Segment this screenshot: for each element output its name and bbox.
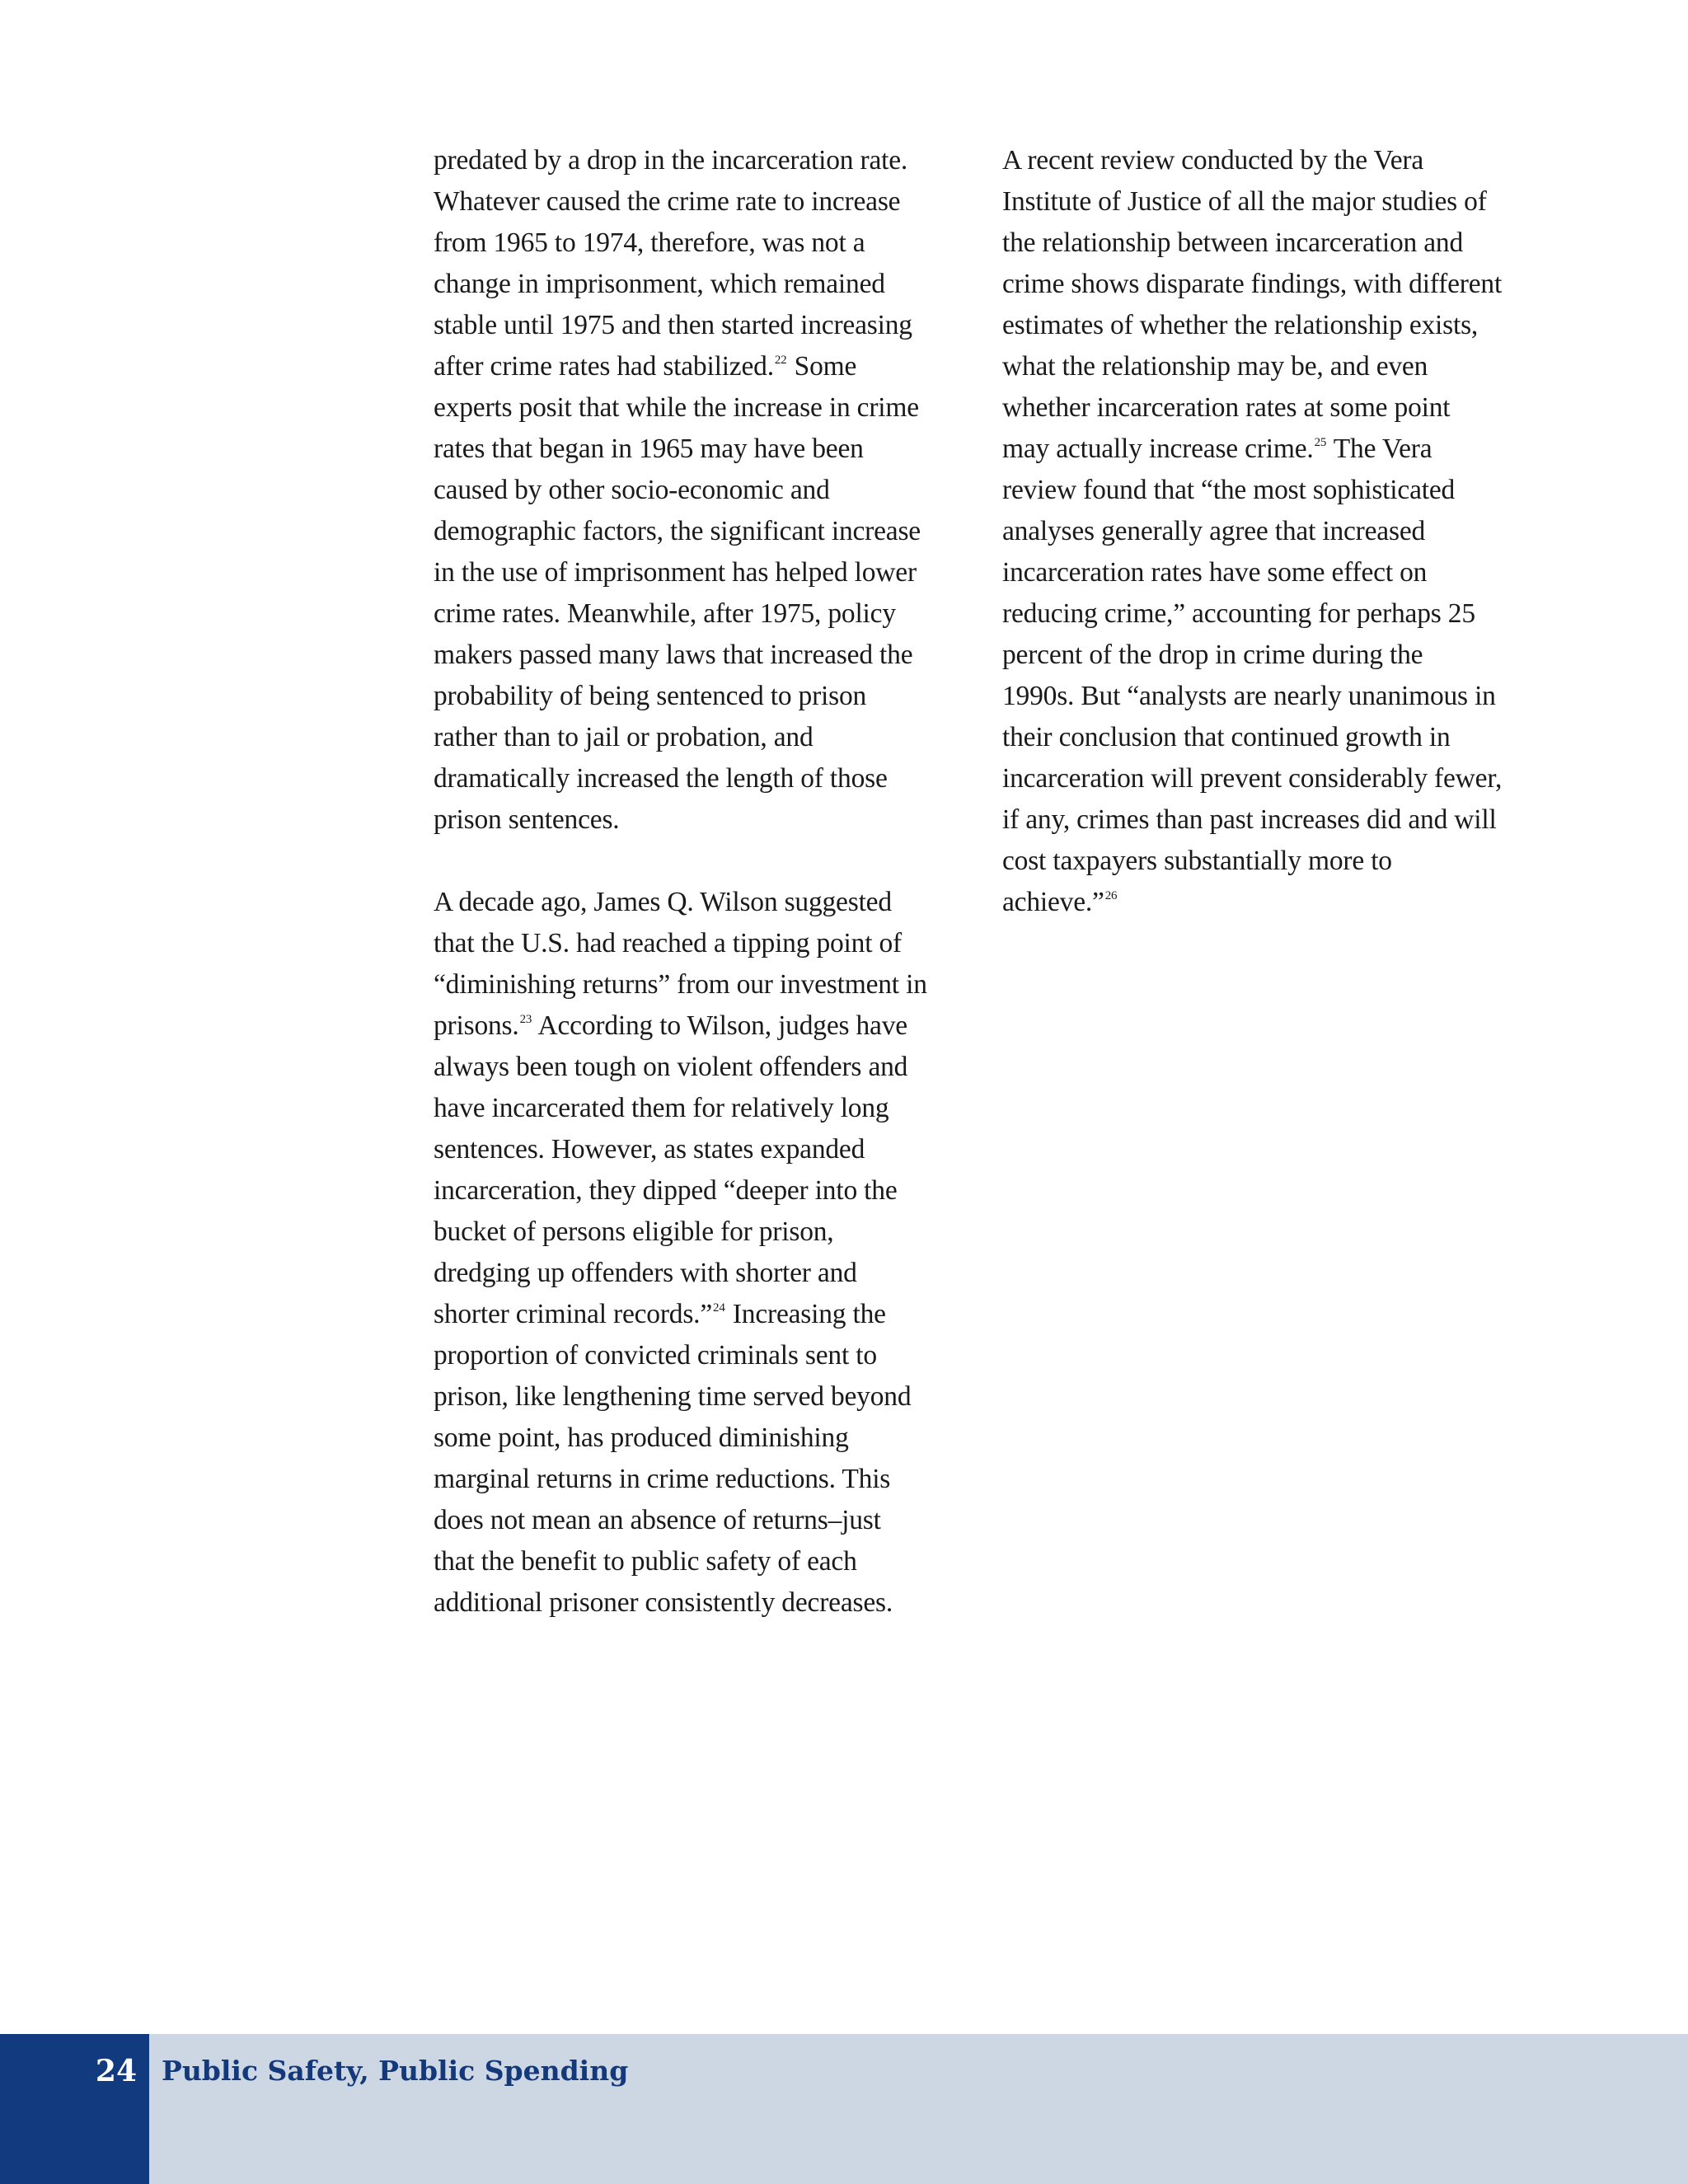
text-line: the relationship between incarceration and	[1002, 227, 1463, 258]
text-line: that the U.S. had reached a tipping point of	[434, 928, 902, 958]
text-line: experts posit that while the increase in crime	[434, 392, 919, 423]
line-text: achieve.”	[1002, 887, 1104, 917]
text-line: rates that began in 1965 may have been	[434, 434, 864, 464]
text-line: incarceration, they dipped “deeper into the	[434, 1175, 898, 1206]
text-line: analyses generally agree that increased	[1002, 516, 1426, 546]
text-line: prison, like lengthening time served beyond	[434, 1381, 912, 1412]
text-line	[1002, 429, 1546, 470]
paragraph	[1002, 140, 1546, 923]
line-text: According to Wilson, judges have	[532, 1010, 907, 1041]
text-line: does not mean an absence of returns–just	[434, 1505, 881, 1535]
text-line: always been tough on violent offenders and	[434, 1052, 908, 1082]
footnote-ref[interactable]: 24	[713, 1301, 725, 1315]
text-line: probability of being sentenced to prison	[434, 681, 867, 711]
footnote-ref[interactable]: 23	[519, 1013, 532, 1026]
line-text: may actually increase crime.	[1002, 434, 1314, 464]
footnote-ref[interactable]: 26	[1104, 889, 1118, 902]
publication-title: Public Safety, Public Spending	[162, 2055, 629, 2087]
text-line	[434, 1294, 978, 1335]
text-line: review found that “the most sophisticated	[1002, 475, 1456, 505]
text-line: rather than to jail or probation, and	[434, 722, 814, 752]
text-line: incarceration rates have some effect on	[1002, 557, 1428, 588]
text-line: predated by a drop in the incarceration rate.	[434, 145, 908, 176]
text-line: cost taxpayers substantially more to	[1002, 846, 1392, 876]
text-line: estimates of whether the relationship exists,	[1002, 310, 1479, 340]
page-number: 24	[95, 2054, 137, 2088]
text-line: proportion of convicted criminals sent to	[434, 1340, 877, 1371]
text-line: percent of the drop in crime during the	[1002, 640, 1423, 670]
line-text: prisons.	[434, 1010, 519, 1041]
footnote-ref[interactable]: 22	[774, 354, 787, 367]
text-line: A decade ago, James Q. Wilson suggested	[434, 887, 892, 917]
text-line: additional prisoner consistently decreases.	[434, 1587, 893, 1618]
text-line: have incarcerated them for relatively long	[434, 1093, 889, 1123]
text-line: makers passed many laws that increased the	[434, 640, 913, 670]
text-line: whether incarceration rates at some point	[1002, 392, 1451, 423]
text-line: that the benefit to public safety of each	[434, 1546, 857, 1577]
text-line: bucket of persons eligible for prison,	[434, 1216, 834, 1247]
text-line: crime rates. Meanwhile, after 1975, policy	[434, 598, 896, 629]
text-line: crime shows disparate findings, with different	[1002, 269, 1503, 299]
text-line: some point, has produced diminishing	[434, 1422, 849, 1453]
text-line: stable until 1975 and then started increasing	[434, 310, 912, 340]
text-line: sentences. However, as states expanded	[434, 1134, 865, 1165]
line-text: shorter criminal records.”	[434, 1299, 713, 1329]
text-line: reducing crime,” accounting for perhaps 25	[1002, 598, 1475, 629]
text-line: marginal returns in crime reductions. This	[434, 1464, 891, 1494]
text-line: prison sentences.	[434, 804, 620, 835]
text-line: in the use of imprisonment has helped lower	[434, 557, 917, 588]
text-line: A recent review conducted by the Vera	[1002, 145, 1424, 176]
line-text: after crime rates had stabilized.	[434, 351, 774, 382]
paragraph-gap	[434, 841, 978, 882]
text-line: demographic factors, the significant increase	[434, 516, 921, 546]
text-line: 1990s. But “analysts are nearly unanimous in	[1002, 681, 1496, 711]
text-line: dredging up offenders with shorter and	[434, 1258, 857, 1288]
left-text-column	[434, 140, 978, 1624]
line-text: The Vera	[1327, 434, 1432, 464]
right-text-column	[1002, 140, 1546, 923]
text-line: dramatically increased the length of those	[434, 763, 888, 794]
text-line: “diminishing returns” from our investment in	[434, 969, 927, 1000]
text-line: their conclusion that continued growth in	[1002, 722, 1451, 752]
text-line: Institute of Justice of all the major studies of	[1002, 186, 1487, 217]
paragraph	[434, 140, 978, 841]
text-line: change in imprisonment, which remained	[434, 269, 885, 299]
text-line: from 1965 to 1974, therefore, was not a	[434, 227, 865, 258]
line-text: Some	[787, 351, 857, 382]
text-line: if any, crimes than past increases did and will	[1002, 804, 1497, 835]
text-line: incarceration will prevent considerably fewer,	[1002, 763, 1503, 794]
text-line: what the relationship may be, and even	[1002, 351, 1428, 382]
text-line: caused by other socio-economic and	[434, 475, 830, 505]
line-text: Increasing the	[725, 1299, 886, 1329]
footnote-ref[interactable]: 25	[1314, 436, 1327, 449]
text-line	[1002, 882, 1546, 923]
paragraph	[434, 882, 978, 1624]
text-line	[434, 1005, 978, 1047]
text-line	[434, 346, 978, 387]
text-line: Whatever caused the crime rate to increase	[434, 186, 901, 217]
